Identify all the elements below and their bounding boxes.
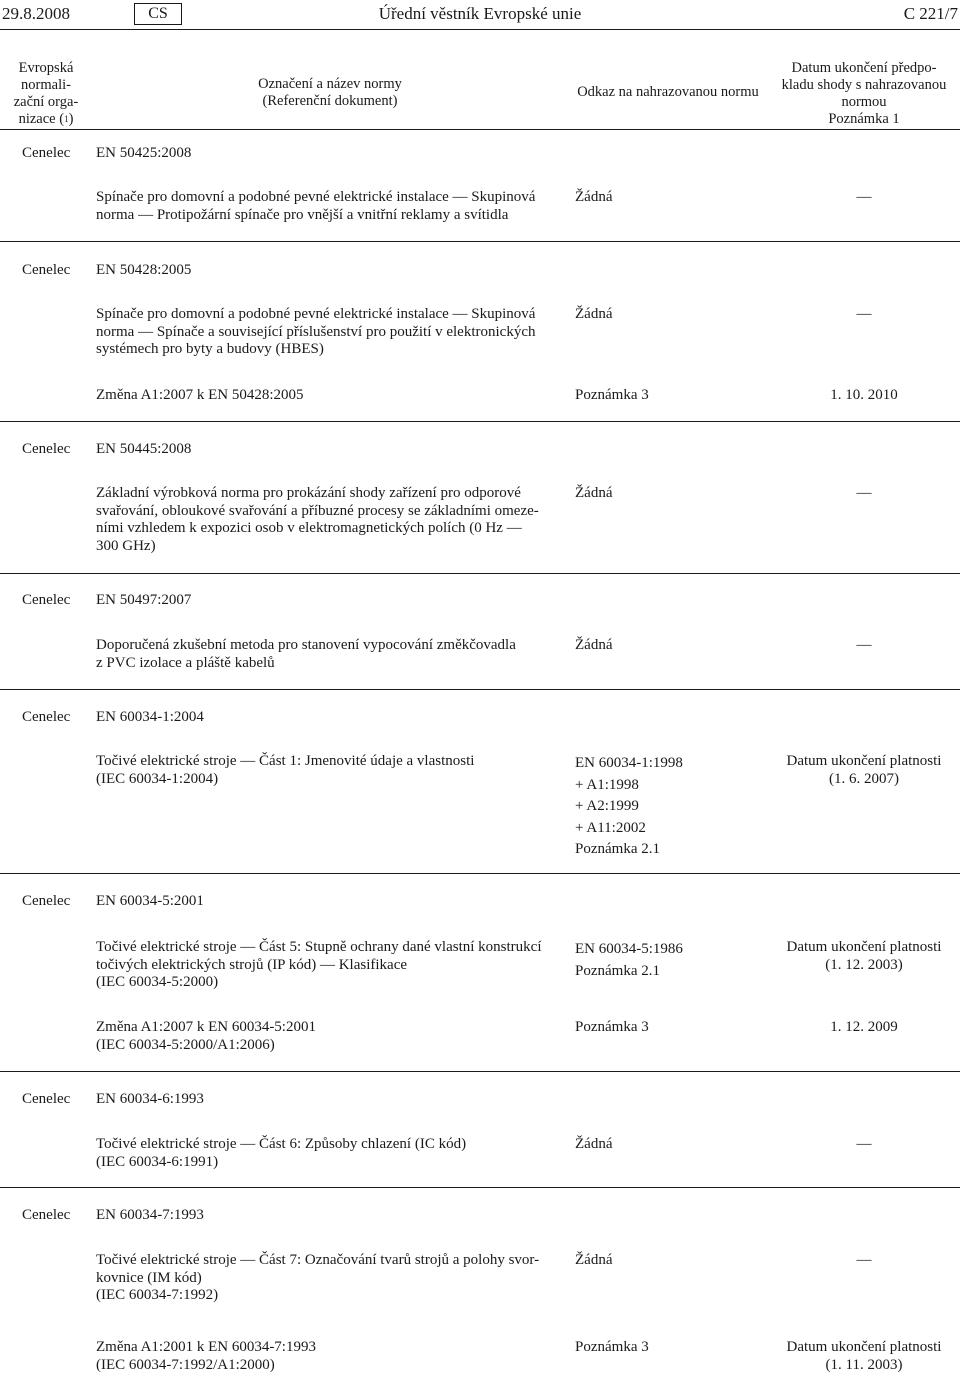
amendment-ref: Poznámka 3 [575,1339,649,1355]
superseded-ref: Žádná [575,485,613,501]
standard-title: Doporučená zkušební metoda pro stanovení vypocování změkčovadla z PVC izolace a pláště kabelů [96,637,516,671]
standard-title: Točivé elektrické stroje — Část 5: Stupně ochrany dané vlastní konstrukcí točivých elektrických strojů (IP kód) — Klasifikace (IEC 60034-5:2000) [96,939,542,990]
standard-title: Točivé elektrické stroje — Část 7: Označování tvarů strojů a polohy svor- kovnice (IM kód) (IEC 60034-7:1992) [96,1252,540,1303]
standard-title: Točivé elektrické stroje — Část 6: Způsoby chlazení (IC kód) (IEC 60034-6:1991) [96,1136,467,1170]
row-divider [0,1187,960,1188]
language-badge: CS [134,3,182,25]
superseded-ref: Žádná [575,637,613,653]
org-cell: Cenelec [22,709,71,725]
standard-code: EN 50445:2008 [96,441,192,457]
row-divider [0,689,960,690]
standard-code: EN 50497:2007 [96,592,192,608]
amendment-title: Změna A1:2001 k EN 60034-7:1993 (IEC 60034-7:1992/A1:2000) [96,1339,316,1373]
standard-title: Základní výrobková norma pro prokázání shody zařízení pro odporové svařování, obloukové svařování a příbuzné procesy se základními omeze- ními vzhledem k expozici osob v elektromagnetických polích (0 Hz — 300 GHz) [96,485,539,554]
column-heading-standard: Označení a název normy (Referenční dokument) [258,76,402,109]
standard-title: Spínače pro domovní a podobné pevné elektrické instalace — Skupinová norma — Spínače a související příslušenství pro použití v elektronických systémech pro byty a budovy (HBES) [96,306,536,357]
amendment-title: Změna A1:2007 k EN 50428:2005 [96,387,304,403]
column-heading-organisation: Evropská normali- zační orga- nizace ($^1$) [13,60,79,127]
standard-title: Točivé elektrické stroje — Část 1: Jmenovité údaje a vlastnosti (IEC 60034-1:2004) [96,753,475,787]
org-cell: Cenelec [22,893,71,909]
org-cell: Cenelec [22,592,71,608]
superseded-ref: Žádná [575,189,613,205]
superseded-ref: Žádná [575,306,613,322]
date-cell: Datum ukončení platnosti (1. 6. 2007) [786,753,942,787]
row-divider [0,241,960,242]
table-header-rule [0,129,960,130]
date-cell: — [856,189,872,205]
date-cell: — [856,1136,872,1152]
date-cell: Datum ukončení platnosti (1. 12. 2003) [786,939,942,973]
date-cell: — [856,485,872,501]
header-rule [0,29,960,30]
standard-title: Spínače pro domovní a podobné pevné elektrické instalace — Skupinová norma — Protipožární spínače pro vnější a vnitřní reklamy a svítidla [96,189,536,223]
journal-title: Úřední věstník Evropské unie [378,4,582,23]
page-reference: C 221/7 [903,4,958,23]
standard-code: EN 60034-6:1993 [96,1091,204,1107]
amendment-date: Datum ukončení platnosti (1. 11. 2003) [786,1339,942,1373]
org-cell: Cenelec [22,1207,71,1223]
org-cell: Cenelec [22,262,71,278]
column-heading-date: Datum ukončení předpo- kladu shody s nahrazovanou normou Poznámka 1 [781,60,947,127]
amendment-title: Změna A1:2007 k EN 60034-5:2001 (IEC 60034-5:2000/A1:2006) [96,1019,316,1053]
standard-code: EN 60034-5:2001 [96,893,204,909]
row-divider [0,421,960,422]
org-cell: Cenelec [22,145,71,161]
date-cell: — [856,1252,872,1268]
amendment-ref: Poznámka 3 [575,387,649,403]
date-cell: — [856,637,872,653]
row-divider [0,573,960,574]
running-header [0,0,960,28]
standard-code: EN 50428:2005 [96,262,192,278]
org-cell: Cenelec [22,441,71,457]
standard-code: EN 60034-7:1993 [96,1207,204,1223]
amendment-ref: Poznámka 3 [575,1019,649,1035]
column-heading-superseded: Odkaz na nahrazovanou normu [577,84,759,100]
publication-date: 29.8.2008 [2,4,70,23]
row-divider [0,873,960,874]
superseded-ref: EN 60034-5:1986 Poznámka 2.1 [575,941,683,979]
footnote-marker: 1 [64,114,69,124]
org-cell: Cenelec [22,1091,71,1107]
standard-code: EN 60034-1:2004 [96,709,204,725]
amendment-date: 1. 10. 2010 [830,387,898,403]
superseded-ref: Žádná [575,1252,613,1268]
standard-code: EN 50425:2008 [96,145,192,161]
superseded-ref: EN 60034-1:1998 + A1:1998 + A2:1999 + A11:2002 Poznámka 2.1 [575,755,683,857]
superseded-ref: Žádná [575,1136,613,1152]
date-cell: — [856,306,872,322]
row-divider [0,1071,960,1072]
amendment-date: 1. 12. 2009 [830,1019,898,1035]
